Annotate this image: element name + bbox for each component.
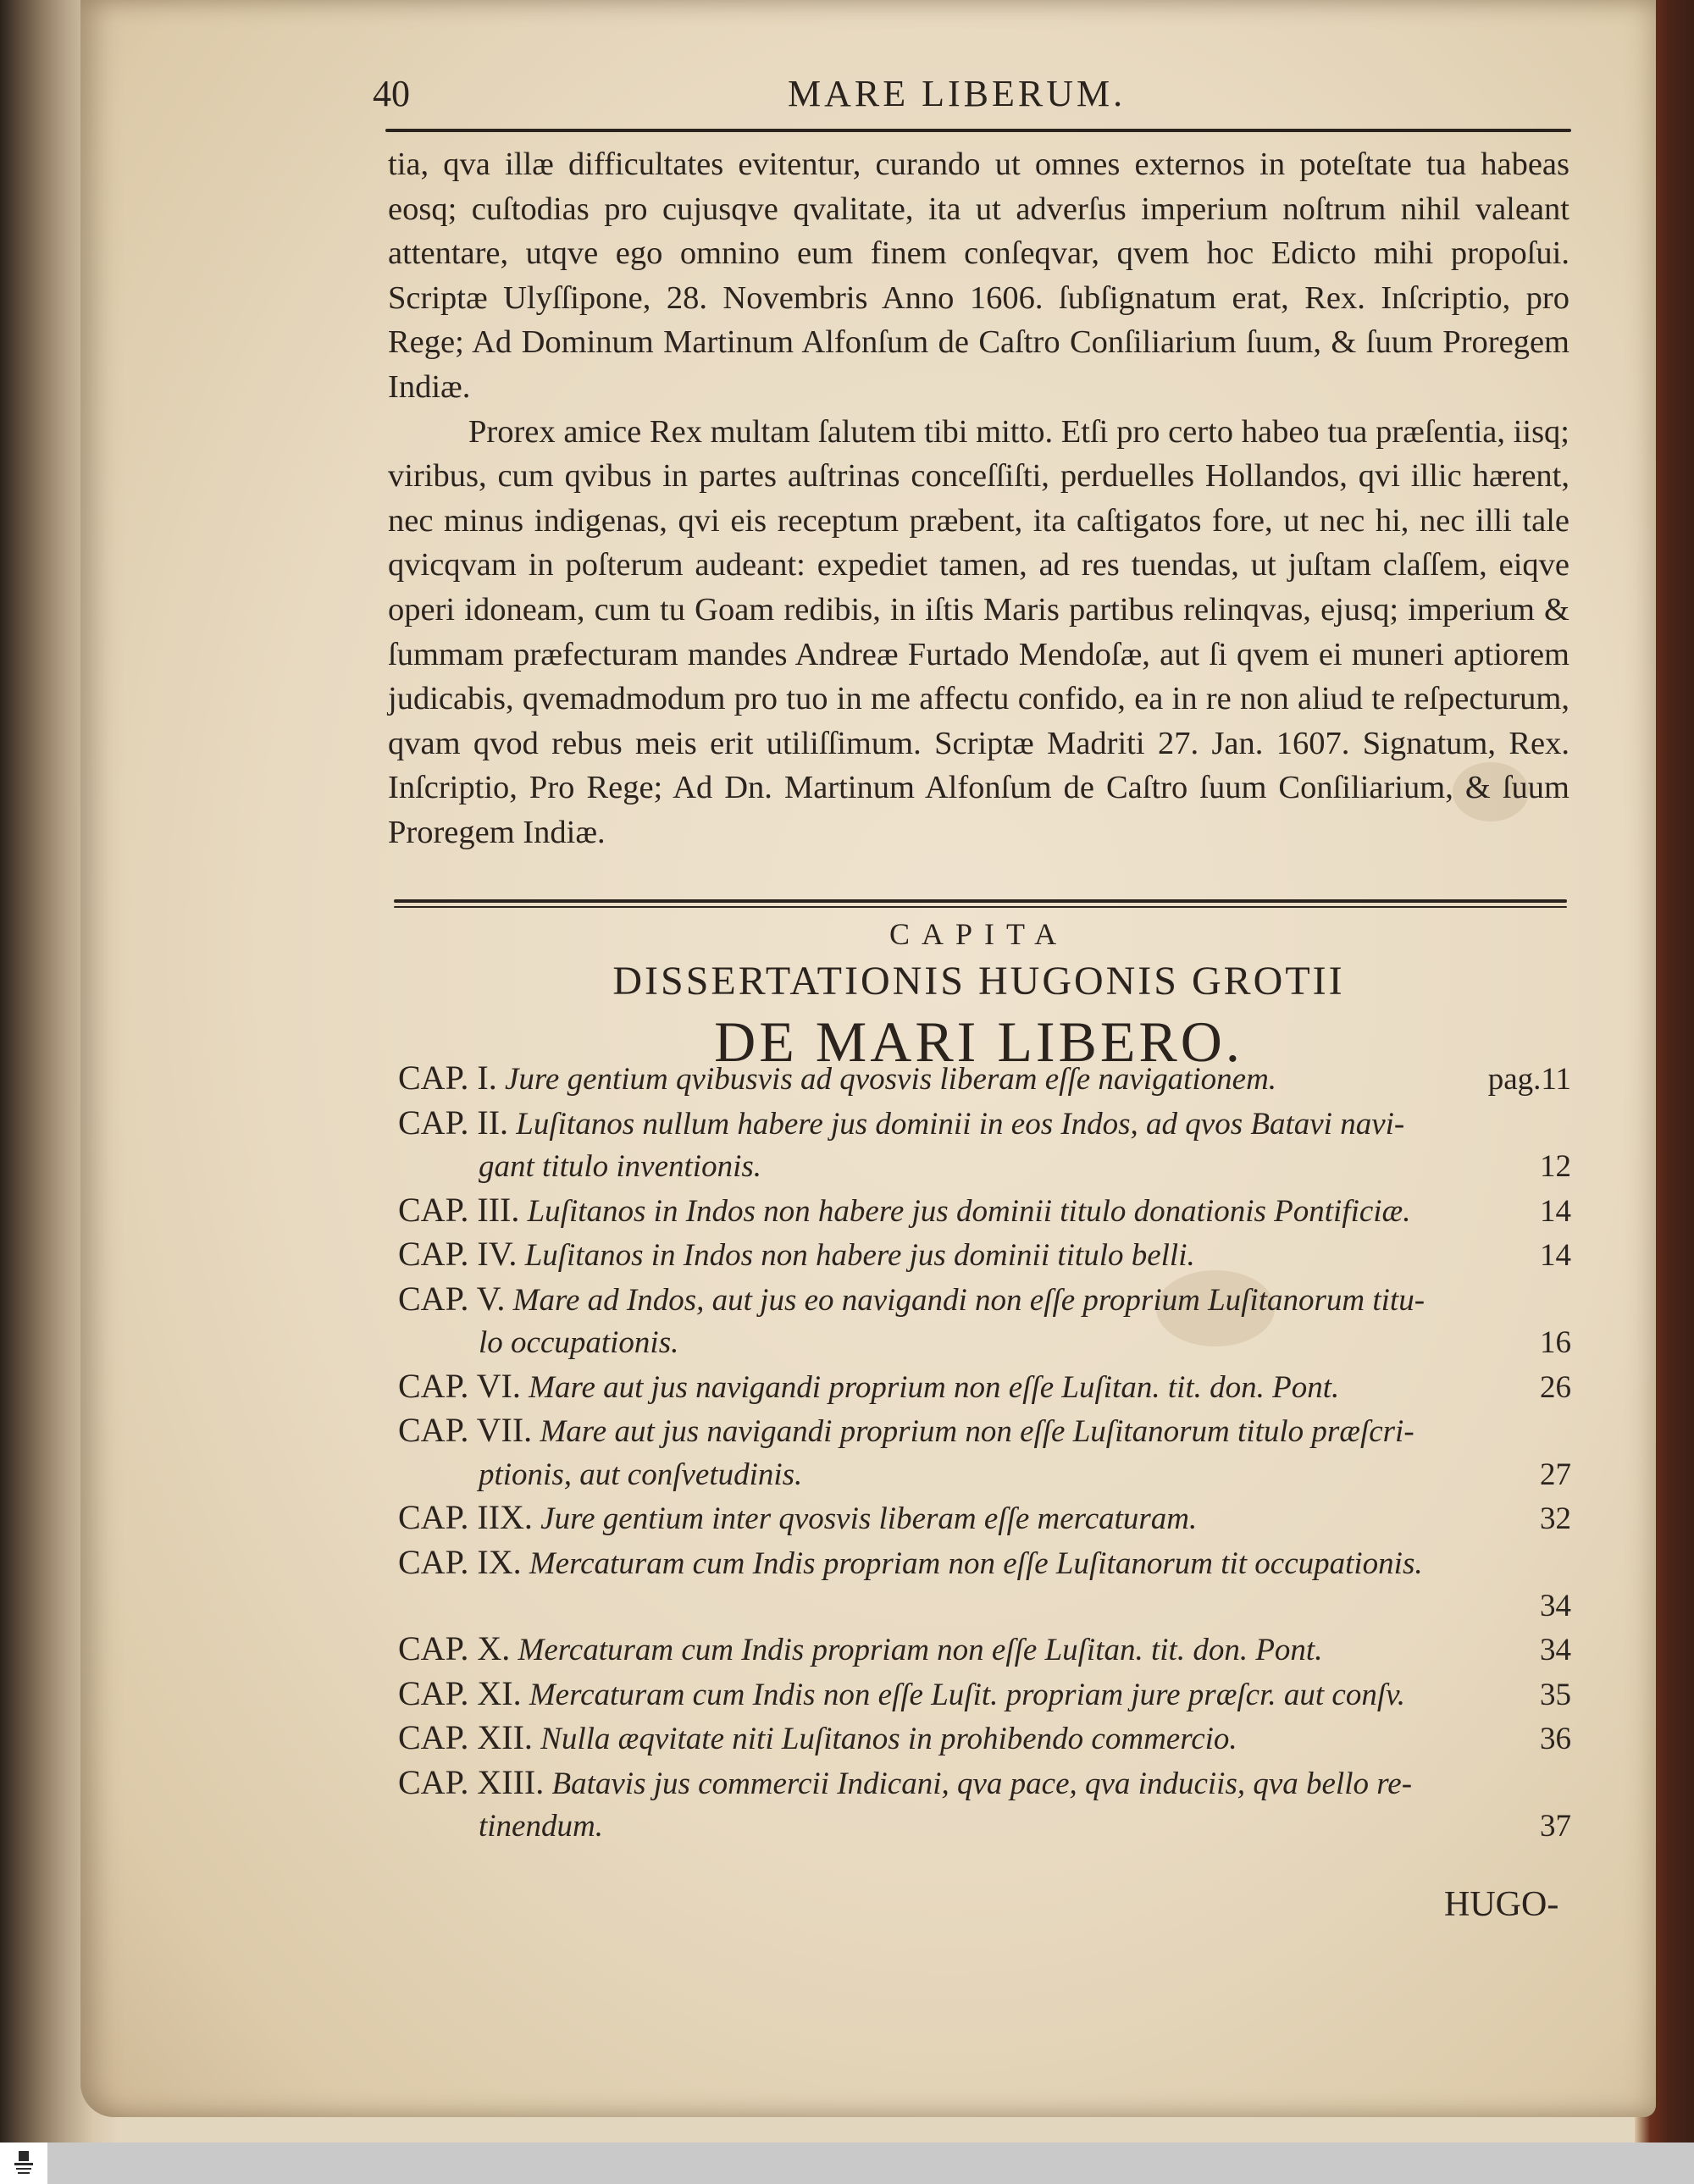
- page-reference: 26: [1540, 1369, 1571, 1405]
- page-reference: 12: [1540, 1149, 1571, 1184]
- chapter-title: Nulla æqvitate niti Luſitanos in prohibendo commercio.: [540, 1722, 1237, 1756]
- running-title: MARE LIBERUM.: [788, 73, 1127, 114]
- chapter-number: CAP. XI.: [398, 1673, 522, 1712]
- chapter-number: CAP. XIII.: [398, 1762, 545, 1801]
- chapter-title: Mare aut jus navigandi proprium non eſſe Luſitanorum titulo præſcri-: [540, 1414, 1414, 1449]
- chapter-title: Luſitanos in Indos non habere jus dominii titulo belli.: [524, 1238, 1195, 1273]
- chapter-title: Mercaturam cum Indis non eſſe Luſit. propriam jure præſcr. aut conſv.: [529, 1677, 1406, 1712]
- chapter-number: CAP. IV.: [398, 1235, 518, 1273]
- chapter-title-continued: gant titulo inventionis.: [479, 1149, 762, 1184]
- chapter-number: CAP. V.: [398, 1279, 506, 1318]
- toc-entry: [398, 1628, 1571, 1673]
- toc-entry: [398, 1409, 1571, 1496]
- chapter-number: CAP. VI.: [398, 1366, 521, 1405]
- section-rule: [394, 899, 1567, 903]
- chapter-title: Mare ad Indos, aut jus eo navigandi non eſſe proprium Luſitanorum titu-: [512, 1282, 1426, 1318]
- chapter-number: CAP. IIX.: [398, 1498, 533, 1536]
- chapter-title: Mare aut jus navigandi proprium non eſſe Luſitan. tit. don. Pont.: [529, 1369, 1340, 1405]
- toc-entry: [398, 1057, 1571, 1102]
- chapter-number: CAP. IX.: [398, 1542, 522, 1581]
- toc-entry: [398, 1541, 1571, 1623]
- page-reference: 34: [1540, 1588, 1571, 1623]
- toc-entry: [398, 1278, 1571, 1365]
- library-emblem-icon: [11, 2149, 36, 2178]
- paragraph: Prorex amice Rex multam ſalutem tibi mitto. Etſi pro certo habeo tua præſentia, iisq; viribus, cum qvibus in partes auſtrinas conceſſiſti, perduelles Hollandos, qvi illic hærent, nec minus indigenas, qvi eis receptum præbent, ita caſtigatos fore, ut nec hi, nec illi tale qvicqvam in poſterum audeant: expediet tamen, ad res tuendas, ut juſtam claſſem, eiqve operi idoneam, cum tu Goam redibis, in iſtis Maris partibus relinqvas, ejusq; imperium & ſummam præfecturam mandes Andreæ Furtado Mendoſæ, aut ſi qvem ei muneri aptiorem judicabis, qvemadmodum pro tuo in me affectu confido, ea in re non aliud te reſpecturum, qvam qvod rebus meis erit utiliſſimum. Scriptæ Madriti 27. Jan. 1607. Signatum, Rex. Inſcriptio, Pro Rege; Ad Dn. Martinum Alfonſum de Caſtro ſuum Conſiliarium, & ſuum Proregem Indiæ.: [388, 413, 1569, 850]
- chapter-title: Batavis jus commercii Indicani, qva pace, qva induciis, qva bello re-: [551, 1766, 1413, 1801]
- capita-label: CAPITA: [889, 917, 1069, 951]
- chapter-title: Luſitanos nullum habere jus dominii in eos Indos, ad qvos Batavi navi-: [516, 1106, 1405, 1142]
- toc-spacer: [398, 1585, 1571, 1628]
- chapter-title: Luſitanos in Indos non habere jus dominii titulo donationis Pontificiæ.: [527, 1193, 1411, 1229]
- chapter-number: CAP. XII.: [398, 1718, 533, 1756]
- page-reference: 14: [1540, 1238, 1571, 1273]
- work-title: DE MARI LIBERO.: [714, 1009, 1243, 1074]
- paragraph: tia, qva illæ difficultates evitentur, curando ut omnes externos in poteſtate tua habeas eosq; cuſtodias pro cujusqve qvalitate, ita ut adverſus imperium noſtrum nihil valeant attentare, utqve ego omnino eum finem conſeqvar, qvem hoc Edicto mihi propoſui. Scriptæ Ulyſſipone, 28. Novembris Anno 1606. ſubſignatum erat, Rex. Inſcriptio, pro Rege; Ad Dominum Martinum Alfonſum de Caſtro Conſiliarium ſuum, & ſuum Proregem Indiæ.: [388, 147, 1569, 405]
- page-reference: 16: [1540, 1325, 1571, 1360]
- contents-heading: [388, 913, 1569, 1075]
- page-reference: 37: [1540, 1809, 1571, 1844]
- toc-entry: [398, 1189, 1571, 1234]
- chapter-title: Jure gentium qvibusvis ad qvosvis liberam eſſe navigationem.: [504, 1062, 1277, 1097]
- page-reference: 35: [1540, 1677, 1571, 1712]
- page-reference: 34: [1540, 1633, 1571, 1667]
- toc-entry: [398, 1717, 1571, 1761]
- chapter-number: CAP. II.: [398, 1103, 509, 1142]
- chapter-number: CAP. X.: [398, 1629, 511, 1667]
- page-reference: 32: [1540, 1501, 1571, 1536]
- chapter-title: Mercaturam cum Indis propriam non eſſe Luſitan. tit. don. Pont.: [518, 1633, 1323, 1667]
- chapter-number: CAP. I.: [398, 1059, 497, 1097]
- main-text: [388, 142, 1569, 855]
- catchword: HUGO-: [1444, 1885, 1559, 1924]
- chapter-title-continued: ptionis, aut conſvetudinis.: [479, 1457, 803, 1492]
- toc-entry: [398, 1102, 1571, 1189]
- toc-entry: [398, 1365, 1571, 1410]
- table-of-contents: [398, 1057, 1571, 1849]
- chapter-number: CAP. III.: [398, 1190, 520, 1229]
- section-rule-thin: [394, 906, 1567, 908]
- viewer-footer-bar: [0, 2143, 1694, 2184]
- page-reference: 27: [1540, 1457, 1571, 1492]
- toc-entry: [398, 1496, 1571, 1541]
- toc-entry: [398, 1673, 1571, 1717]
- chapter-title: Mercaturam cum Indis propriam non eſſe Luſitanorum tit occupationis.: [529, 1545, 1423, 1581]
- page-reference: 36: [1540, 1722, 1571, 1756]
- page-number: 40: [373, 73, 410, 114]
- page-reference: pag.11: [1487, 1062, 1571, 1097]
- chapter-title: Jure gentium inter qvosvis liberam eſſe mercaturam.: [540, 1501, 1198, 1536]
- running-head: [373, 72, 1563, 131]
- page-reference: 14: [1540, 1193, 1571, 1229]
- toc-entry: [398, 1761, 1571, 1849]
- header-rule: [385, 129, 1571, 132]
- dissertation-title: DISSERTATIONIS HUGONIS GROTII: [612, 959, 1345, 1004]
- chapter-number: CAP. VII.: [398, 1411, 533, 1449]
- chapter-title-continued: tinendum.: [479, 1809, 603, 1844]
- toc-entry: [398, 1233, 1571, 1278]
- chapter-title-continued: lo occupationis.: [479, 1325, 679, 1360]
- library-logo-icon: [0, 2143, 47, 2184]
